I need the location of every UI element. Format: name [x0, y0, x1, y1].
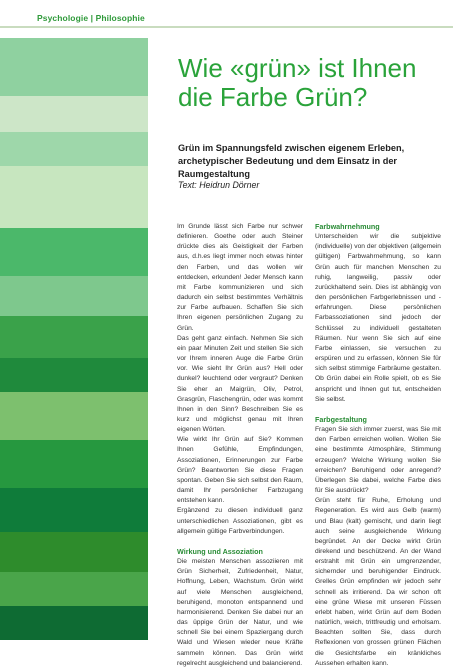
- paragraph-design: Fragen Sie sich immer zuerst, was Sie mit den Farben erreichen wollen. Wollen Sie eine bestimmte Atmosphäre, Stimmung erzeugen? Welche Wirkung wollen Sie erreichen? Beruhigend oder anregend? Überlegen Sie dabei, welche Farbe dies für Sie ausdrückt?: [315, 426, 441, 495]
- paragraph-effect: Grün steht für Ruhe, Erholung und Regeneration. Es wird aus Gelb (warm) und Blau (kalt) gemischt, und darin liegt auch seine ausgleichende Wirkung begründet. An der Decke wirkt Grün direkend und beschützend. An der Wand erstrahlt mit Grün ein umgrenzender, sichernder und beruhigender Eindruck. Grelles Grün empfinden wir jedoch sehr schnell als irritierend. Da wir schon oft eine grüne Wiese mit unseren Füssen erlebt haben, wirkt Grün auf dem Boden natürlich, weich, trittfreudig und erholsam. Beachten sollten Sie, dass durch Reflexionen von grossen grünen Flächen die Gesichtsfarbe ein kränkliches Aussehen erhalten kann.: [315, 497, 441, 667]
- stripe: [0, 228, 148, 276]
- section-label: Psychologie | Philosophie: [37, 13, 145, 23]
- stripe: [0, 532, 148, 572]
- page-header: [0, 0, 453, 38]
- stripe: [0, 488, 148, 532]
- article-author: Text: Heidrun Dörner: [178, 180, 260, 190]
- stripe: [0, 392, 148, 440]
- stripe: [0, 132, 148, 166]
- stripe: [0, 38, 148, 96]
- stripe: [0, 166, 148, 228]
- heading-farbgestaltung: Farbgestaltung: [315, 414, 367, 424]
- stripe: [0, 96, 148, 132]
- stripe: [0, 606, 148, 640]
- article-subtitle: Grün im Spannungsfeld zwischen eigenem Erleben, archetypischer Bedeutung und dem Einsatz in der Raumgestaltung: [178, 143, 405, 180]
- stripe: [0, 440, 148, 488]
- paragraph-supplement: Ergänzend zu diesen individuell ganz unterschiedlichen Assoziationen, gibt es allgemein gültige Farbverbindungen.: [177, 507, 303, 535]
- header-rule: [0, 26, 453, 28]
- left-column: [177, 222, 303, 669]
- paragraph-exercise: Das geht ganz einfach. Nehmen Sie sich ein paar Minuten Zeit und stellen Sie sich vor Ihrem inneren Auge die Farbe Grün vor. Wie sieht Ihr Grün aus? Hell oder dunkel? leuchtend oder vergraut? Denken Sie eher an Maigrün, Oliv, Petrol, Grasgrün, Flaschengrün, oder was kommt Ihnen in den Sinn? Beschreiben Sie es kurz und möglichst genau mit Ihren eigenen Wörten.: [177, 334, 303, 434]
- article-title: Wie «grün» ist Ihnen die Farbe Grün?: [178, 53, 417, 112]
- stripe: [0, 276, 148, 316]
- heading-wirkung: Wirkung und Assoziation: [177, 546, 263, 556]
- heading-farbwahrnehmung: Farbwahrnehmung: [315, 222, 380, 231]
- right-column: [315, 222, 441, 669]
- stripe: [0, 316, 148, 358]
- paragraph-intro: Im Grunde lässt sich Farbe nur schwer definieren. Goethe oder auch Steiner drückte dies als Geistigkeit der Farben aus, d.h.es liegt immer noch etwas hinter den Farben, und das wollen wir entdecken, erkunden! Jeder Mensch kann mit Farbe kommunizieren und sich dadurch ein selbst bestimmtes Verhältnis zur Farbe aufbauen. Schaffen Sie sich Ihren eigenen persönlichen Zugang zu Grün.: [177, 223, 303, 332]
- stripe: [0, 572, 148, 606]
- paragraph-perception: Unterscheiden wir die subjektive (individuelle) von der objektiven (allgemein gültigen) Farbwahrnehmung, so kann Grün auch für manchen Menschen zu ruhig, langweilig, passiv oder zurückhaltend sein. Dies ist abhängig von den persönlichen Farbgerlebnissen und -erfahrungen. Diese persönlichen Farbassoziationen sind jedoch der Schlüssel zu individuell gestalteten Räumen. Nur wenn Sie sich auf eine Farbe einlassen, sie versuchen zu erspüren und zu erfassen, können Sie für sich selbst stimmige Farbräume gestalten. Ob Grün dabei ein Rolle spielt, ob es Sie anspricht und Ihnen gut tut, entscheiden Sie selbst.: [315, 233, 441, 403]
- paragraph-feelings: Wie wirkt Ihr Grün auf Sie? Kommen Ihnen Gefühle, Empfindungen, Assoziationen, Erinnerungen zur Farbe Grün? Beantworten Sie diese Fragen spontan. Geben Sie sich selbst den Raum, damit Ihr persönlicher Farbzugang entstehen kann.: [177, 436, 303, 505]
- green-stripes-decoration: [0, 38, 148, 640]
- paragraph-association: Die meisten Menschen assoziieren mit Grün Sicherheit, Zufriedenheit, Natur, Hoffnung, Leben, Wachstum. Grün wirkt auf viele Menschen ausgleichend, beruhigend, monoton entspannend und harmonisierend. Denken Sie dabei nur an das üppige Grün der Natur, und wie schnell Sie bei einem Spaziergang durch Wald und Wiesen wieder neue Kräfte sammeln können. Das Grün wirkt regelrecht ausgleichend und balancierend.: [177, 558, 303, 667]
- stripe: [0, 358, 148, 392]
